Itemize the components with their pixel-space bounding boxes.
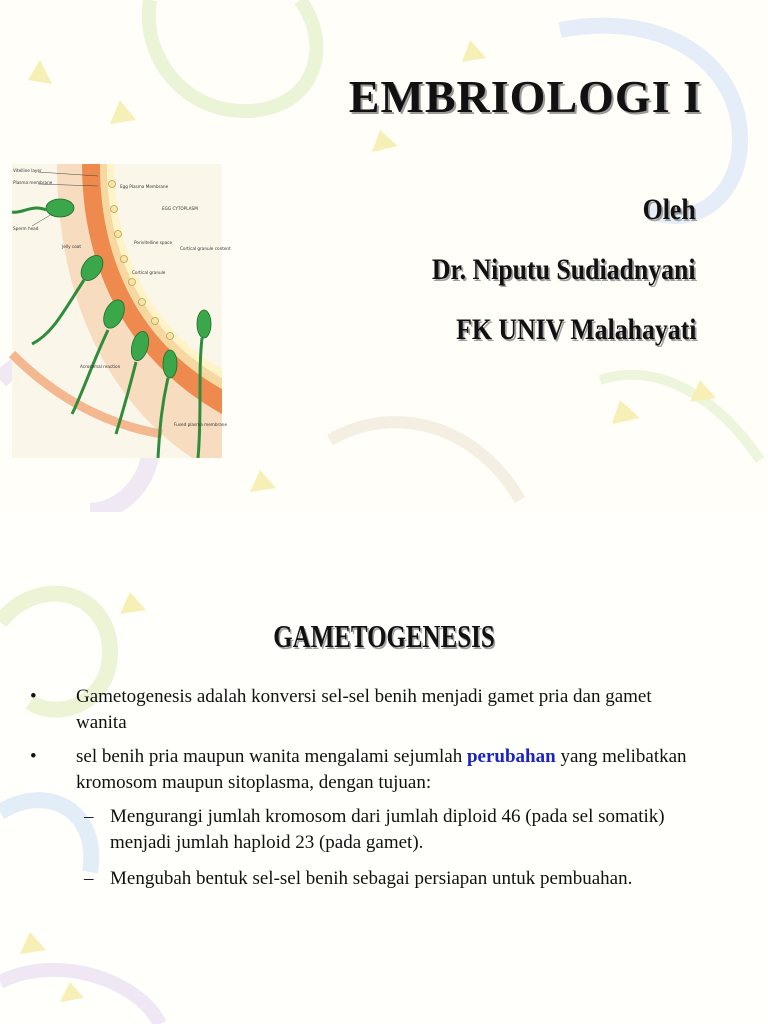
label-plasma-membrane: Plasma membrane xyxy=(13,180,53,185)
label-cortical-granule: Cortical granule xyxy=(132,270,166,275)
author-prefix: Oleh xyxy=(642,193,696,226)
bullet-text-post: yang melibatkan kromosom maupun sitoplasma, dengan tujuan: xyxy=(76,746,687,793)
fertilization-diagram xyxy=(12,164,231,458)
sub-bullet-text: Mengurangi jumlah kromosom dari jumlah diploid 46 (pada sel somatik) menjadi jumlah haploid 23 (pada gamet). xyxy=(110,806,665,853)
bullet-marker: • xyxy=(30,686,37,707)
bullet-text xyxy=(76,744,696,796)
highlight-word: perubahan xyxy=(466,746,556,767)
author-name: Dr. Niputu Sudiadnyani xyxy=(432,253,696,286)
bullet-text: Gametogenesis adalah konversi sel-sel benih menjadi gamet pria dan gamet wanita xyxy=(76,686,652,733)
label-acrosomal-reaction: Acrosomal reaction xyxy=(80,364,121,369)
section-heading-text: GAMETOGENESIS xyxy=(273,618,495,654)
sub-bullet-marker: – xyxy=(84,868,94,889)
label-perivitelline-space: Perivitelline space xyxy=(134,240,173,245)
label-fused-plasma-membrane: Fused plasma membrane xyxy=(174,422,228,427)
section-heading xyxy=(0,618,768,655)
slide-gametogenesis xyxy=(0,512,768,1024)
label-vitelline-layer: Vitelline layer xyxy=(13,168,42,173)
label-egg-cytoplasm: EGG CYTOPLASM xyxy=(162,206,198,211)
bullet-item xyxy=(30,744,730,796)
sub-bullet-item xyxy=(30,866,730,892)
slide-title-heading: EMBRIOLOGI I xyxy=(348,71,702,122)
author-affiliation: FK UNIV Malahayati xyxy=(455,313,696,346)
bullet-item xyxy=(30,684,730,736)
label-sperm-head: Sperm head xyxy=(13,226,39,231)
sub-bullet-item xyxy=(30,804,730,856)
bullet-text-pre: sel benih pria maupun wanita mengalami sejumlah xyxy=(76,746,467,767)
label-cortical-granule-content: Cortical granule content xyxy=(180,246,231,251)
sub-bullet-marker: – xyxy=(84,806,94,827)
bullet-marker: • xyxy=(30,746,37,767)
sub-bullet-text: Mengubah bentuk sel-sel benih sebagai persiapan untuk pembuahan. xyxy=(110,868,633,889)
label-egg-plasma-membrane: Egg Plasma Membrane xyxy=(120,184,169,189)
label-jelly-coat: Jelly coat xyxy=(62,244,82,249)
